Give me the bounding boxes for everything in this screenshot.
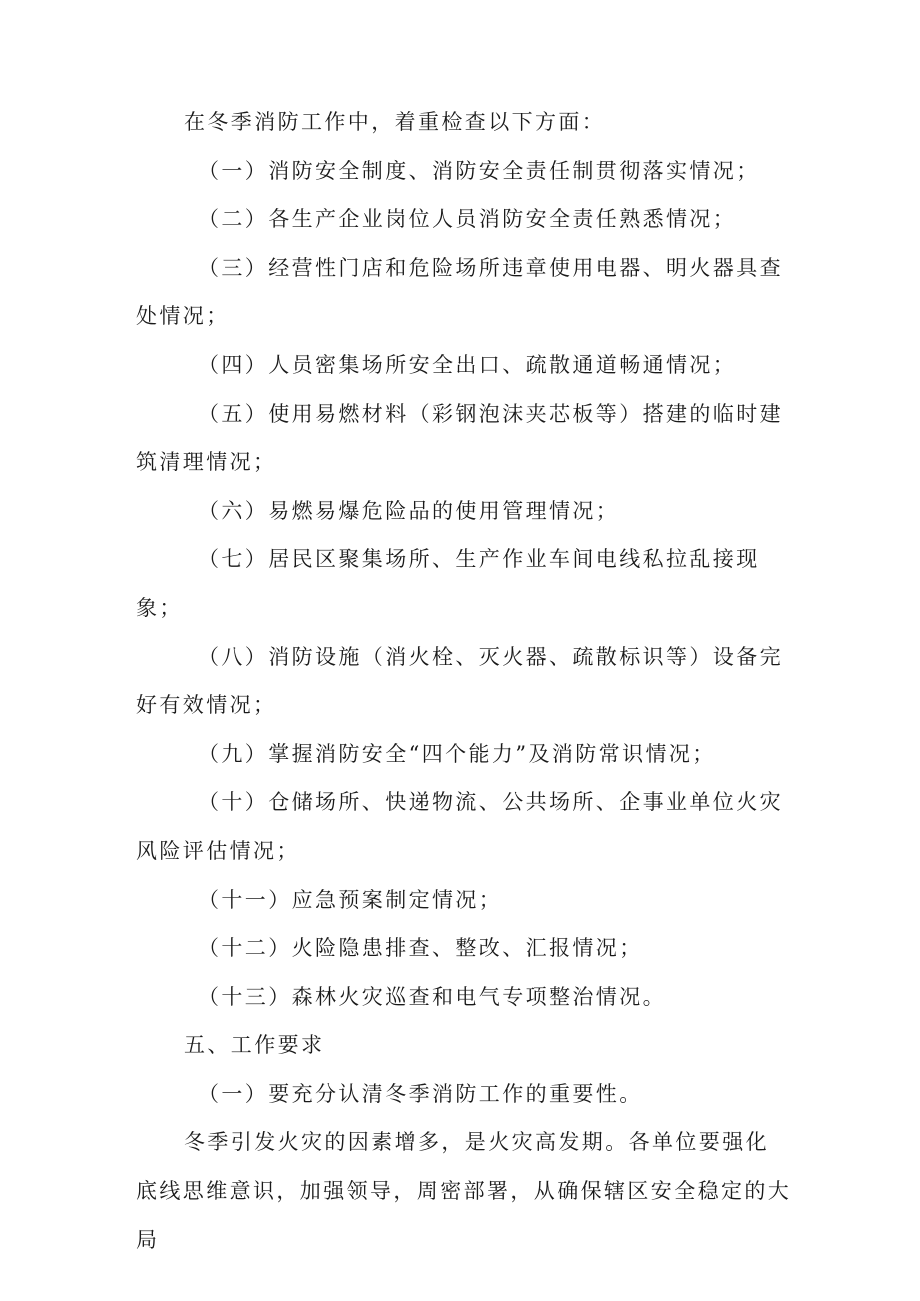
document-body <box>136 98 792 1264</box>
check-item-4: （四）人员密集场所安全出口、疏散通道畅通情况； <box>198 352 737 377</box>
check-item-6: （六）易燃易爆危险品的使用管理情况； <box>198 498 620 523</box>
section-heading-work-requirements: 五、工作要求 <box>184 1033 325 1058</box>
check-item-5: （五）使用易燃材料（彩钢泡沫夹芯板等）搭建的临时建筑清理情况； <box>136 401 783 475</box>
check-item-11: （十一）应急预案制定情况； <box>198 887 503 912</box>
check-item-2: （二）各生产企业岗位人员消防安全责任熟悉情况； <box>198 207 737 232</box>
body-paragraph: 冬季引发火灾的因素增多，是火灾高发期。各单位要强化底线思维意识，加强领导，周密部署，从确保辖区安全稳定的大局 <box>136 1130 792 1252</box>
check-item-8: （八）消防设施（消火栓、灭火器、疏散标识等）设备完好有效情况； <box>136 644 783 718</box>
intro-paragraph: 在冬季消防工作中，着重检查以下方面： <box>184 110 606 134</box>
requirement-item-1: （一）要充分认清冬季消防工作的重要性。 <box>198 1081 643 1106</box>
check-item-10: （十）仓储场所、快递物流、公共场所、企事业单位火灾风险评估情况； <box>136 790 783 863</box>
check-item-12: （十二）火险隐患排查、整改、汇报情况； <box>198 936 643 961</box>
check-item-9: （九）掌握消防安全“四个能力”及消防常识情况； <box>198 741 716 766</box>
check-item-1: （一）消防安全制度、消防安全责任制贯彻落实情况； <box>198 158 760 183</box>
check-item-13: （十三）森林火灾巡查和电气专项整治情况。 <box>198 984 666 1009</box>
check-item-3: （三）经营性门店和危险场所违章使用电器、明火器具查处情况； <box>136 255 783 329</box>
check-item-7: （七）居民区聚集场所、生产作业车间电线私拉乱接现象； <box>136 547 760 620</box>
